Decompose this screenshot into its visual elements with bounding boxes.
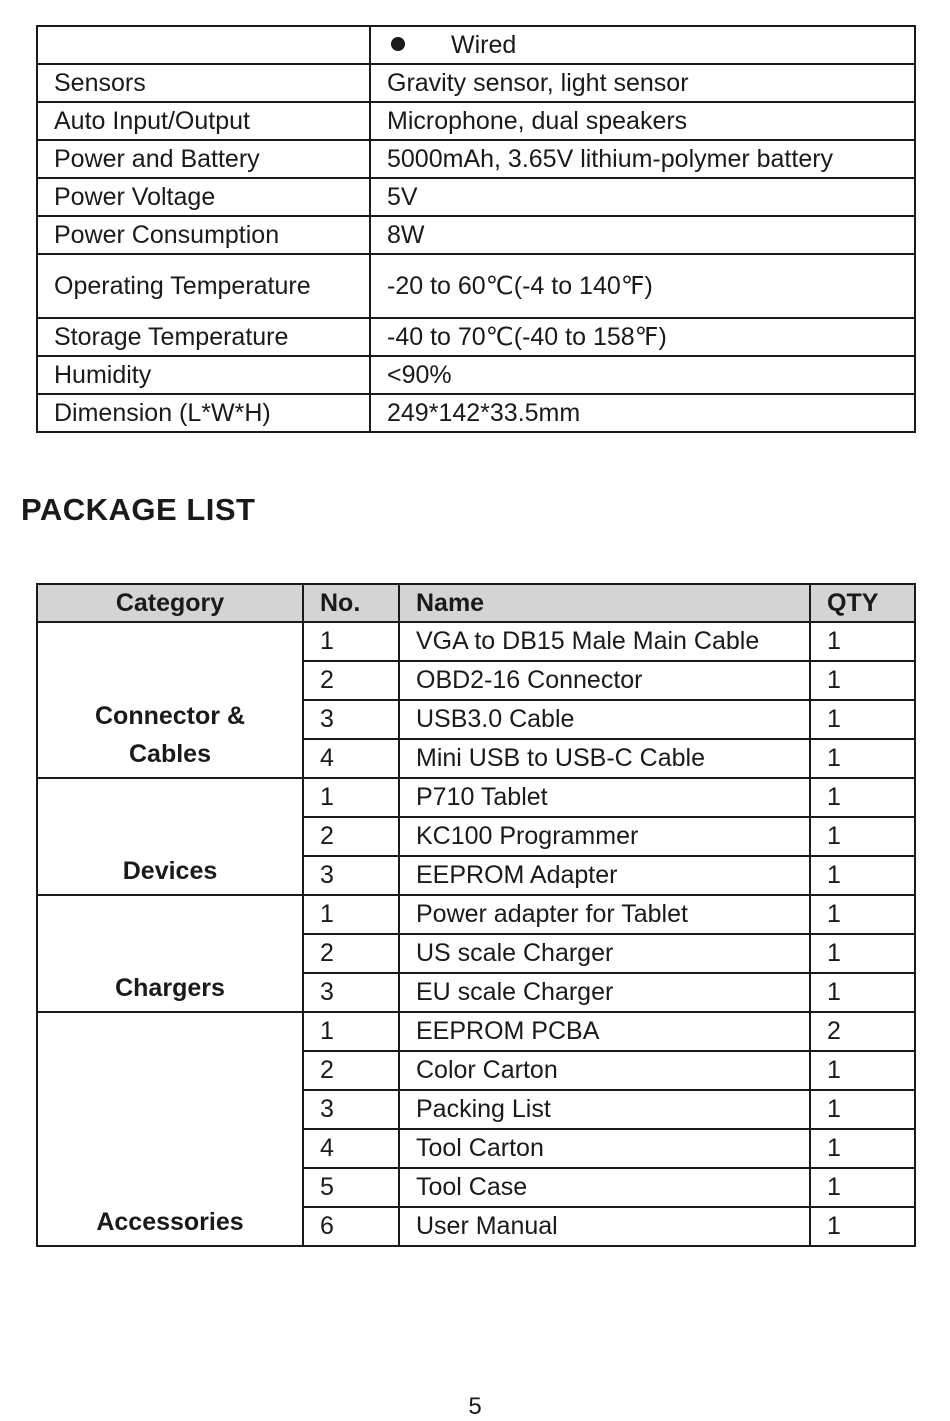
item-no: 1	[303, 895, 399, 934]
item-qty: 1	[810, 778, 915, 817]
spec-row	[37, 394, 915, 432]
table-row	[37, 895, 915, 934]
item-qty: 2	[810, 1012, 915, 1051]
item-name: EEPROM Adapter	[399, 856, 810, 895]
item-name: Power adapter for Tablet	[399, 895, 810, 934]
spec-label	[37, 26, 370, 64]
item-name: USB3.0 Cable	[399, 700, 810, 739]
item-qty: 1	[810, 934, 915, 973]
item-name: User Manual	[399, 1207, 810, 1246]
spec-value: Gravity sensor, light sensor	[370, 64, 915, 102]
item-no: 2	[303, 817, 399, 856]
item-qty: 1	[810, 973, 915, 1012]
spec-label: Sensors	[37, 64, 370, 102]
item-no: 6	[303, 1207, 399, 1246]
category-label: Devices	[122, 857, 218, 885]
item-qty: 1	[810, 661, 915, 700]
spec-row	[37, 216, 915, 254]
table-row	[37, 778, 915, 817]
item-qty: 1	[810, 817, 915, 856]
item-qty: 1	[810, 1129, 915, 1168]
item-qty: 1	[810, 895, 915, 934]
category-cell	[37, 622, 303, 778]
item-no: 2	[303, 1051, 399, 1090]
item-no: 5	[303, 1168, 399, 1207]
item-no: 2	[303, 661, 399, 700]
spec-value-text: Wired	[451, 30, 517, 59]
spec-value: -40 to 70℃(-40 to 158℉)	[370, 318, 915, 356]
item-no: 1	[303, 778, 399, 817]
item-no: 1	[303, 622, 399, 661]
table-row	[37, 1012, 915, 1051]
spec-label: Storage Temperature	[37, 318, 370, 356]
spec-value: 5000mAh, 3.65V lithium-polymer battery	[370, 140, 915, 178]
table-row	[37, 622, 915, 661]
column-header-name: Name	[399, 584, 810, 622]
category-cell	[37, 778, 303, 895]
item-name: Tool Case	[399, 1168, 810, 1207]
item-no: 3	[303, 856, 399, 895]
bullet-icon	[391, 37, 405, 51]
spec-value: 249*142*33.5mm	[370, 394, 915, 432]
spec-label: Dimension (L*W*H)	[37, 394, 370, 432]
spec-label: Humidity	[37, 356, 370, 394]
spec-row	[37, 356, 915, 394]
item-no: 2	[303, 934, 399, 973]
spec-label: Power Consumption	[37, 216, 370, 254]
item-qty: 1	[810, 700, 915, 739]
item-no: 4	[303, 739, 399, 778]
spec-value: Microphone, dual speakers	[370, 102, 915, 140]
item-name: P710 Tablet	[399, 778, 810, 817]
page-number: 5	[468, 1393, 482, 1420]
spec-label: Power and Battery	[37, 140, 370, 178]
item-no: 1	[303, 1012, 399, 1051]
item-qty: 1	[810, 856, 915, 895]
spec-label: Power Voltage	[37, 178, 370, 216]
item-name: Packing List	[399, 1090, 810, 1129]
item-qty: 1	[810, 1207, 915, 1246]
item-name: VGA to DB15 Male Main Cable	[399, 622, 810, 661]
spec-row	[37, 26, 915, 64]
item-name: US scale Charger	[399, 934, 810, 973]
item-qty: 1	[810, 622, 915, 661]
item-name: Mini USB to USB-C Cable	[399, 739, 810, 778]
spec-row	[37, 318, 915, 356]
item-name: EEPROM PCBA	[399, 1012, 810, 1051]
item-qty: 1	[810, 1168, 915, 1207]
item-qty: 1	[810, 739, 915, 778]
item-qty: 1	[810, 1090, 915, 1129]
package-table	[36, 583, 916, 1247]
category-label: Connector & Cables	[95, 702, 245, 768]
spec-value: 8W	[370, 216, 915, 254]
spec-value	[370, 26, 915, 64]
table-header-row	[37, 584, 915, 622]
item-no: 3	[303, 973, 399, 1012]
spec-row	[37, 178, 915, 216]
item-name: EU scale Charger	[399, 973, 810, 1012]
item-name: KC100 Programmer	[399, 817, 810, 856]
spec-value: 5V	[370, 178, 915, 216]
spec-row	[37, 64, 915, 102]
category-cell	[37, 1012, 303, 1246]
spec-table	[36, 25, 916, 433]
column-header-qty: QTY	[810, 584, 915, 622]
section-heading: PACKAGE LIST	[21, 492, 256, 527]
item-name: Tool Carton	[399, 1129, 810, 1168]
column-header-no: No.	[303, 584, 399, 622]
spec-label: Operating Temperature	[37, 254, 370, 318]
item-no: 3	[303, 1090, 399, 1129]
spec-label: Auto Input/Output	[37, 102, 370, 140]
item-qty: 1	[810, 1051, 915, 1090]
spec-row	[37, 102, 915, 140]
item-no: 4	[303, 1129, 399, 1168]
category-cell	[37, 895, 303, 1012]
spec-row	[37, 254, 915, 318]
item-name: OBD2-16 Connector	[399, 661, 810, 700]
spec-value: -20 to 60℃(-4 to 140℉)	[370, 254, 915, 318]
column-header-category: Category	[37, 584, 303, 622]
item-name: Color Carton	[399, 1051, 810, 1090]
item-no: 3	[303, 700, 399, 739]
spec-value: <90%	[370, 356, 915, 394]
category-label: Chargers	[115, 974, 225, 1002]
spec-row	[37, 140, 915, 178]
category-label: Accessories	[96, 1208, 244, 1236]
